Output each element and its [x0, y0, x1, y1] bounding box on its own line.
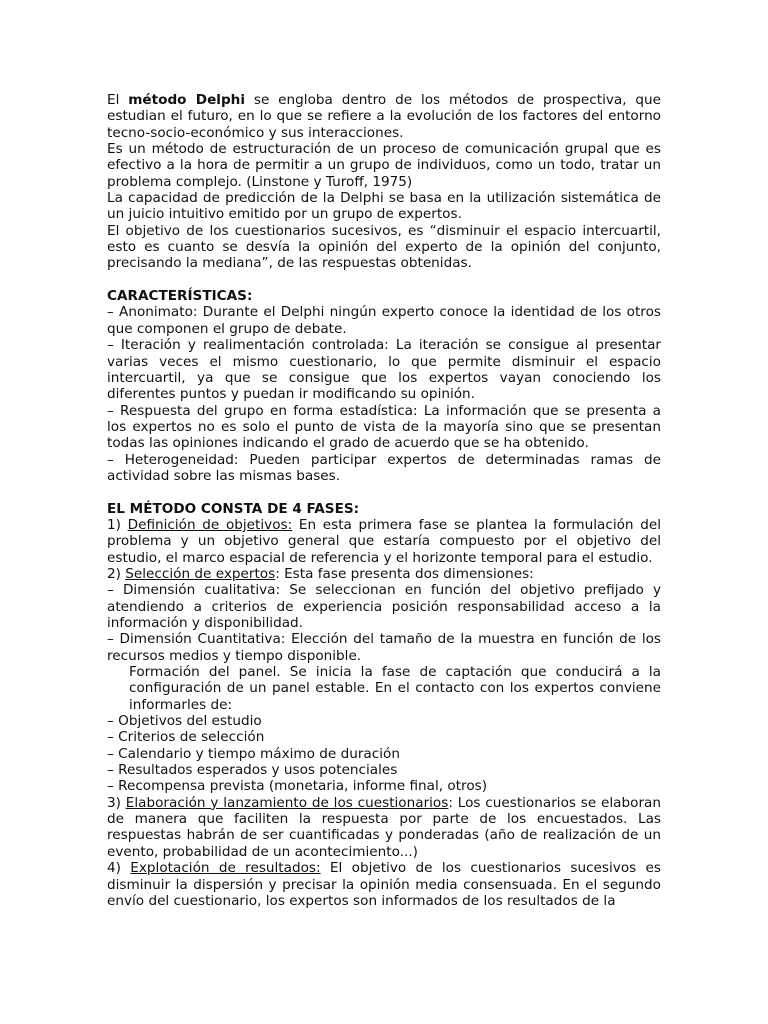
panel-list-item: – Calendario y tiempo máximo de duración — [107, 745, 400, 762]
definition-paragraph: Es un método de estructuración de un proceso de comunicación grupal que es efectivo a la hora de permitir a un grupo de individuos, como un todo, tratar un problema complejo. (Linstone y Turoff, 1975) — [107, 141, 661, 190]
phases-heading — [107, 501, 661, 517]
phase-title: Explotación de resultados: — [130, 860, 321, 877]
intro-text: El — [107, 92, 129, 108]
phase-3 — [107, 795, 661, 860]
phase-4 — [107, 860, 661, 909]
phase-text: : Esta fase presenta dos dimensiones: — [275, 565, 534, 582]
phase-text: : Los cuestionarios se elaboran de manera que faciliten la respuesta por parte de los encuestados. Las respuestas habrán de ser cuantificadas y ponderadas (año de realización de un evento, probabilidad de un acontecimiento...) — [107, 794, 661, 860]
phase-2 — [107, 566, 661, 582]
dimension-item: – Dimensión cualitativa: Se seleccionan en función del objetivo prefijado y atendiendo a criterios de experiencia posición responsabilidad acceso a la información y disponibilidad. — [107, 582, 661, 631]
phase-1 — [107, 517, 661, 566]
phase-number: 1) — [107, 516, 128, 533]
characteristic-item: – Iteración y realimentación controlada: La iteración se consigue al presentar varias veces el mismo cuestionario, lo que permite disminuir el espacio intercuartil, ya que se consigue que los expertos vayan conociendo los diferentes puntos y puedan ir modificando su opinión. — [107, 337, 661, 403]
phase-number: 2) — [107, 565, 126, 582]
panel-paragraph — [107, 664, 661, 713]
objective-paragraph: El objetivo de los cuestionarios sucesivos, es “disminuir el espacio intercuartil, esto es cuanto se desvía la opinión del experto de la opinión del conjunto, precisando la mediana”, de las respuestas obtenidas. — [107, 222, 661, 272]
characteristic-item: – Anonimato: Durante el Delphi ningún experto conoce la identidad de los otros que componen el grupo de debate. — [107, 304, 661, 337]
panel-text: Formación del panel. Se inicia la fase de captación que conducirá a la configuración de un panel estable. En el contacto con los expertos conviene informarles de: — [129, 664, 661, 713]
characteristics-heading — [107, 288, 661, 304]
intro-text: se engloba dentro de los métodos de prospectiva, que estudian el futuro, en lo que se refiere a la evolución de los factores del entorno tecno-socio-económico y sus interacciones. — [107, 92, 662, 141]
characteristic-item: – Heterogeneidad: Pueden participar expertos de determinadas ramas de actividad sobre las mismas bases. — [107, 451, 661, 484]
heading-text: CARACTERÍSTICAS: — [107, 288, 253, 305]
intro-paragraph — [107, 92, 661, 141]
characteristic-item: – Respuesta del grupo en forma estadística: La información que se presenta a los expertos no es solo el punto de vista de la mayoría sino que se presentan todas las opiniones indicando el grado de acuerdo que se ha obtenido. — [107, 402, 661, 452]
method-name-bold: método Delphi — [128, 92, 246, 108]
phase-title: Selección de expertos — [125, 565, 276, 582]
phase-title: Definición de objetivos: — [127, 516, 293, 533]
phase-text: En esta primera fase se plantea la formulación del problema y un objetivo general que estaría compuesto por el objetivo del estudio, el marco espacial de referencia y el horizonte temporal para el estudio. — [107, 516, 661, 566]
panel-list-item: – Recompensa prevista (monetaria, informe final, otros) — [107, 778, 488, 795]
phase-text: El objetivo de los cuestionarios sucesivos es disminuir la dispersión y precisar la opinión media consensuada. En el segundo envío del cuestionario, los expertos son informados de los resultados de la — [107, 860, 661, 909]
phase-number: 3) — [107, 794, 126, 811]
phase-number: 4) — [107, 860, 131, 877]
heading-text: EL MÉTODO CONSTA DE 4 FASES: — [107, 500, 360, 517]
prediction-paragraph: La capacidad de predicción de la Delphi se basa en la utilización sistemática de un juicio intuitivo emitido por un grupo de expertos. — [107, 190, 661, 223]
dimension-item: – Dimensión Cuantitativa: Elección del tamaño de la muestra en función de los recursos medios y tiempo disponible. — [107, 631, 661, 664]
panel-list-item: – Resultados esperados y usos potenciales — [107, 762, 398, 779]
document-page — [107, 92, 661, 909]
panel-list-item: – Objetivos del estudio — [107, 713, 262, 730]
panel-list-item: – Criterios de selección — [107, 729, 265, 746]
phase-title: Elaboración y lanzamiento de los cuestionarios — [125, 794, 449, 811]
